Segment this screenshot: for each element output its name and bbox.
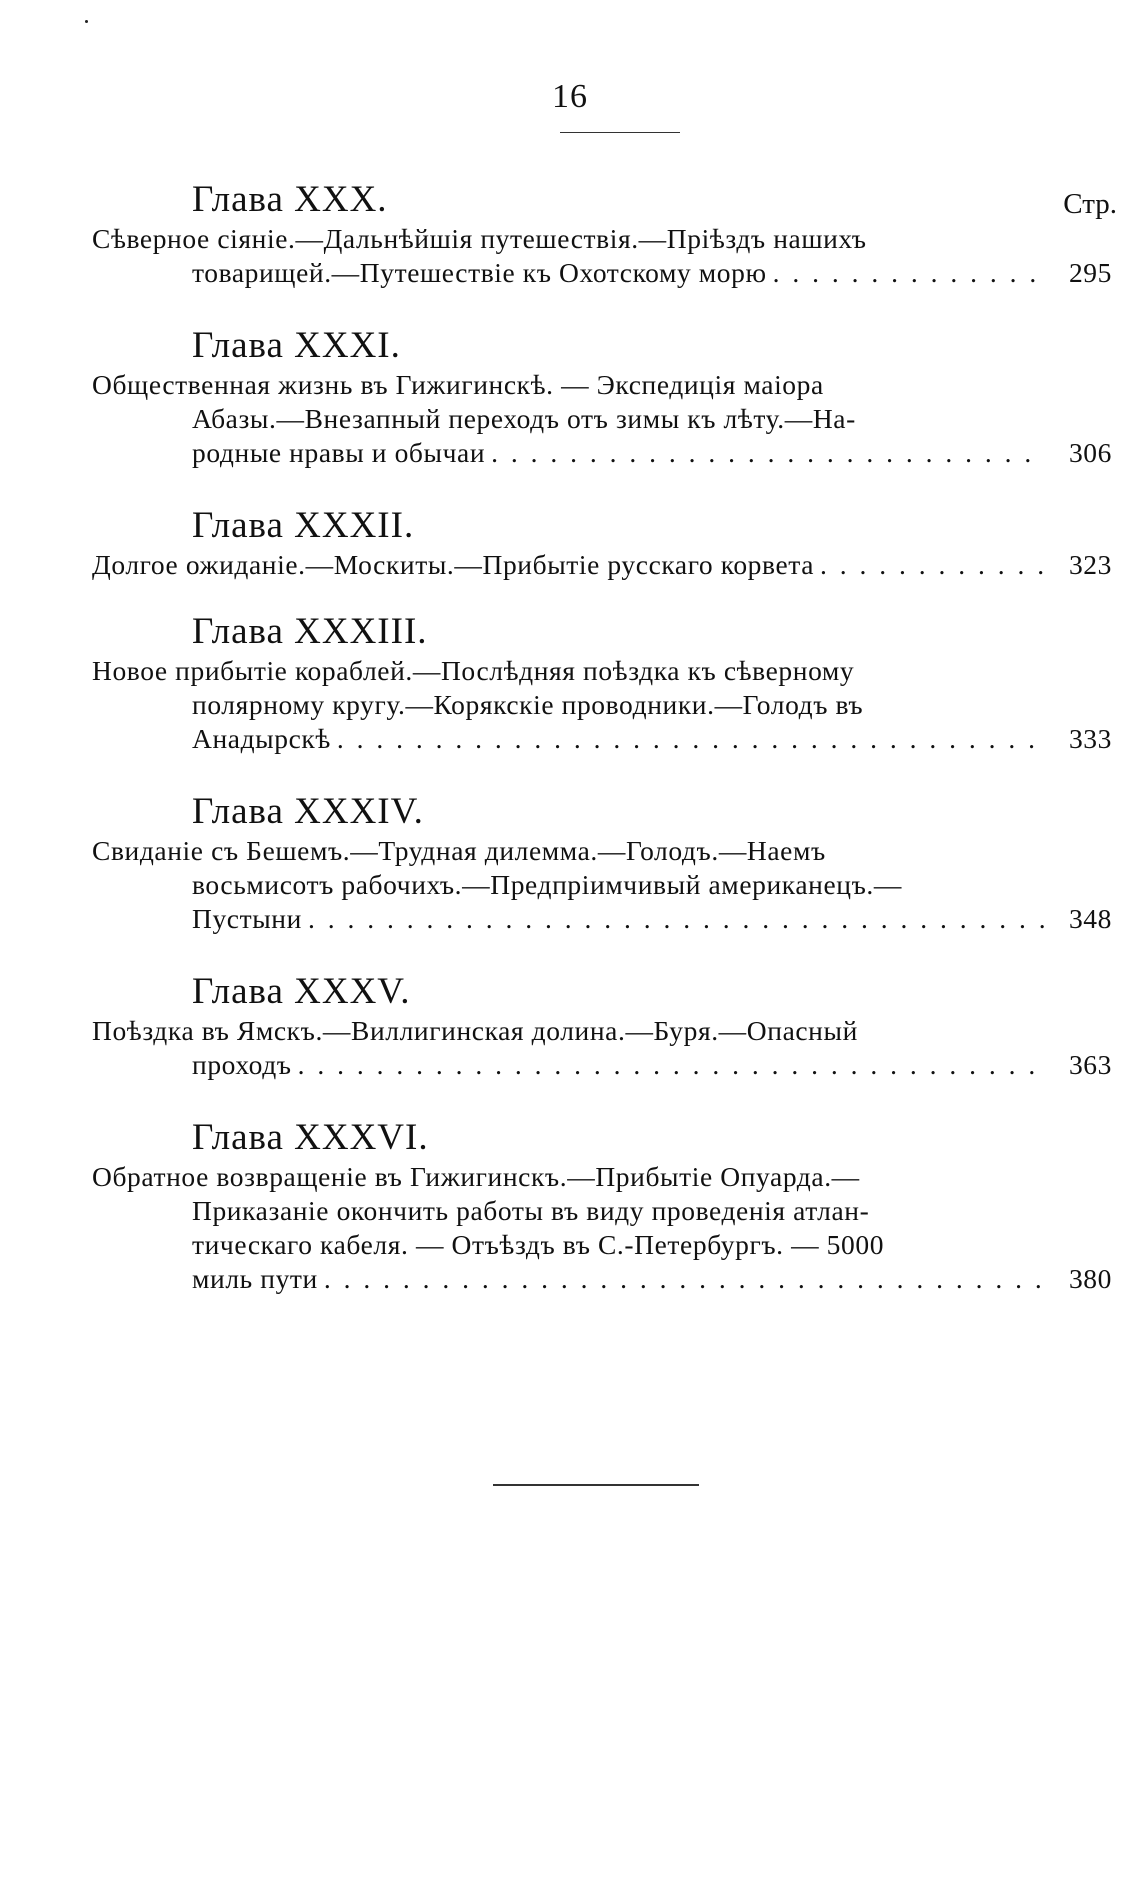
chapter-summary [92,368,1112,470]
summary-line: восьмисотъ рабочихъ.—Предпріимчивый американецъ.— [192,869,902,900]
chapter-summary [92,548,1112,582]
summary-line: Обратное возвращеніе въ Гижигинскъ.—Прибытіе Опуарда.— [92,1161,860,1192]
summary-line: тическаго кабеля. — Отъѣздъ въ С.-Петербургъ. — 5000 [192,1229,885,1260]
dot-leader [298,1048,1044,1082]
dot-leader [337,722,1044,756]
chapter-30 [92,170,1117,290]
chapter-title: Глава XXXIII. [192,611,428,652]
page-ref: 306 [1068,437,1112,468]
summary-last-line [92,548,1112,582]
summary-line: Сѣверное сіяніе.—Дальнѣйшія путешествія.—Пріѣздъ нашихъ [92,223,867,254]
summary-line: Свиданіе съ Бешемъ.—Трудная дилемма.—Голодъ.—Наемъ [92,835,826,866]
summary-line: Пустыни [192,903,302,934]
dot-leader [491,436,1044,470]
chapter-32 [92,496,1112,582]
page-number-rule [560,132,680,133]
summary-last-line [92,902,1112,936]
page-ref: 295 [1068,257,1112,288]
chapter-heading [92,782,1112,834]
summary-line: Новое прибытіе кораблей.—Послѣдняя поѣздка къ сѣверному [92,655,855,686]
summary-line: родные нравы и обычаи [192,437,486,468]
chapter-title: Глава XXXVI. [192,1117,429,1158]
page-ref: 348 [1068,903,1112,934]
chapter-title: Глава XXXV. [192,971,411,1012]
dot-leader [308,902,1044,936]
page-ref: 363 [1068,1049,1112,1080]
chapter-heading [92,1108,1112,1160]
chapter-title: Глава XXXIV. [192,791,424,832]
page-ref: 333 [1068,723,1112,754]
summary-line: Абазы.—Внезапный переходъ отъ зимы къ лѣту.—На- [192,403,856,434]
summary-last-line [92,256,1112,290]
page-column-label: Стр. [1063,188,1117,220]
chapter-summary [92,1014,1112,1082]
chapter-33 [92,602,1112,756]
summary-line: Долгое ожиданіе.—Москиты.—Прибытіе русскаго корвета [92,549,815,580]
chapter-title: Глава XXXII. [192,505,415,546]
chapter-heading [92,962,1112,1014]
dot-leader [820,548,1044,582]
summary-line: Общественная жизнь въ Гижигинскѣ. — Экспедиція маіора [92,369,824,400]
chapter-36 [92,1108,1112,1296]
end-rule [493,1484,699,1486]
summary-line: Приказаніе окончить работы въ виду проведенія атлан- [192,1195,870,1226]
chapter-heading [92,170,1117,222]
chapter-heading [92,496,1112,548]
ink-speck [85,20,88,23]
summary-line: проходъ [192,1049,292,1080]
chapter-title: Глава XXX. [192,179,388,220]
dot-leader [773,256,1044,290]
summary-line: Анадырскѣ [192,723,331,754]
table-of-contents [92,170,1117,1296]
chapter-35 [92,962,1112,1082]
page-ref: 380 [1068,1263,1112,1294]
summary-last-line [92,1262,1112,1296]
summary-line: миль пути [192,1263,318,1294]
chapter-31 [92,316,1112,470]
dot-leader [324,1262,1044,1296]
chapter-summary [92,834,1112,936]
summary-last-line [92,436,1112,470]
page-number: 16 [552,78,588,115]
chapter-heading [92,602,1112,654]
page-ref: 323 [1068,549,1112,580]
summary-line: полярному кругу.—Корякскіе проводники.—Голодъ въ [192,689,864,720]
summary-line: Поѣздка въ Ямскъ.—Виллигинская долина.—Буря.—Опасный [92,1015,858,1046]
chapter-summary [92,1160,1112,1296]
chapter-summary [92,222,1112,290]
chapter-summary [92,654,1112,756]
summary-line: товарищей.—Путешествіе къ Охотскому морю [192,257,767,288]
chapter-title: Глава XXXI. [192,325,401,366]
chapter-34 [92,782,1112,936]
chapter-heading [92,316,1112,368]
summary-last-line [92,722,1112,756]
summary-last-line [92,1048,1112,1082]
